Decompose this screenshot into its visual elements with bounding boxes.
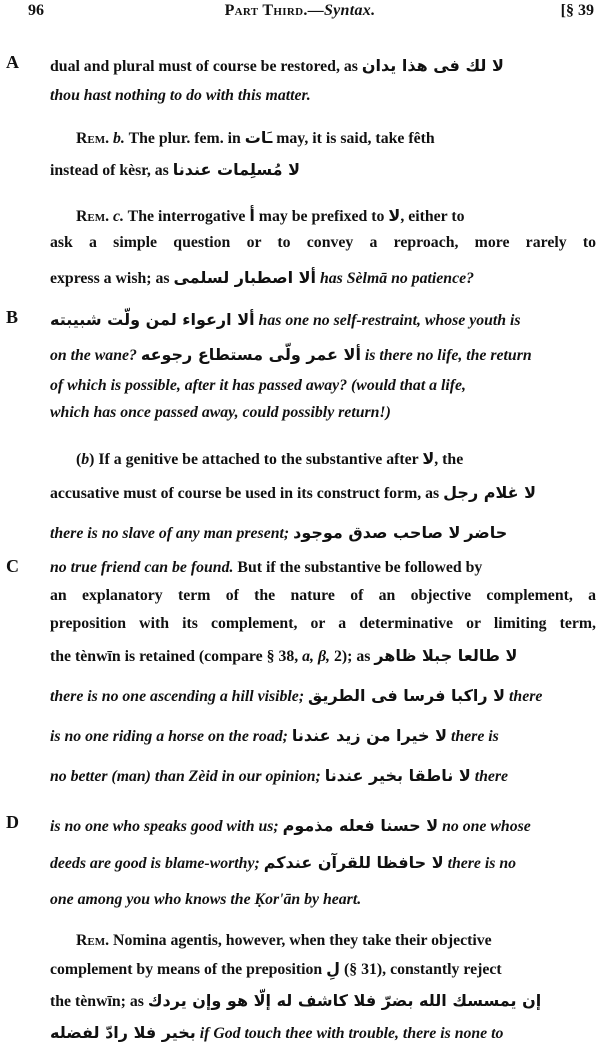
text-line: deeds are good is blame-worthy; لا حافظا للقرآن عندكم there is no [50, 853, 517, 872]
text-line: complement by means of the preposition لِ (§ 31), constantly reject [50, 959, 502, 978]
arabic-text: لا [422, 449, 435, 468]
arabic-text: لا ناطقا بخير عندنا [324, 766, 471, 785]
text-line: Rem. b. The plur. fem. in ـَات may, it is said, take fêth [76, 128, 435, 147]
margin-letter-c: C [6, 556, 19, 576]
text-line: (b) If a genitive be attached to the substantive after لا, the [76, 449, 464, 468]
text-line: ask a simple question or to convey a reproach, more rarely to [50, 234, 596, 251]
arabic-text: ألا عمر ولّى مستطاع رجوعه [140, 345, 361, 364]
text-line: preposition with its complement, or a determinative or limiting term, [50, 615, 596, 632]
text-line: ألا ارعواء لمن ولّت شبيبته has one no self-restraint, whose youth is [50, 310, 521, 329]
page-header [0, 2, 600, 24]
text-line: is no one who speaks good with us; لا حسنا فعله مذموم no one whose [50, 816, 531, 835]
arabic-text: ألا ارعواء لمن ولّت شبيبته [50, 310, 255, 329]
text-line: the tènwīn; as إن يمسسك الله بضرّ فلا كاشف له إلّا هو وإن يردك [50, 991, 542, 1010]
text-line: is no one riding a horse on the road; لا خيرا من زيد عندنا there is [50, 726, 499, 745]
margin-letter-b: B [6, 307, 19, 327]
running-title-section: Syntax. [323, 2, 376, 19]
arabic-text: لا مُسلِمات عندنا [172, 160, 301, 179]
running-title [0, 2, 600, 20]
margin-letter-a: A [6, 52, 19, 72]
text-line: instead of kèsr, as لا مُسلِمات عندنا [50, 160, 301, 179]
text-line: express a wish; as ألا اصطبار لسلمى has Sèlmā no patience? [50, 268, 475, 287]
arabic-text: لا [388, 206, 401, 225]
arabic-text: ألا اصطبار لسلمى [173, 268, 317, 287]
arabic-text: لا خيرا من زيد عندنا [291, 726, 448, 745]
margin-letter-d: D [6, 812, 19, 832]
arabic-text: لا غلام رجل [443, 483, 537, 502]
text-line: بخير فلا رادّ لفضله if God touch thee with trouble, there is none to [50, 1023, 504, 1042]
arabic-text: لا طالعا جبلا ظاهر [374, 646, 518, 665]
text-line: Rem. Nomina agentis, however, when they take their objective [76, 932, 492, 949]
arabic-text: بخير فلا رادّ لفضله [50, 1023, 196, 1042]
text-line: which has once passed away, could possibly return!) [50, 404, 391, 421]
text-line: accusative must of course be used in its construct form, as لا غلام رجل [50, 483, 537, 502]
section-number: [§ 39 [560, 2, 594, 19]
text-line: Rem. c. The interrogative أ may be prefixed to لا, either to [76, 206, 465, 225]
arabic-text: لا لك فى هذا يدان [361, 56, 504, 75]
arabic-text: إن يمسسك الله بضرّ فلا كاشف له إلّا هو وإن يردك [147, 991, 542, 1010]
page-number: 96 [28, 2, 44, 19]
text-line: of which is possible, after it has passed away? (would that a life, [50, 377, 467, 394]
arabic-text: ـَات [244, 128, 273, 147]
text-line: there is no one ascending a hill visible; لا راكبا فرسا فى الطريق there [50, 686, 543, 705]
text-line: thou hast nothing to do with this matter. [50, 87, 311, 104]
running-title-part: Part Third.— [224, 2, 324, 19]
arabic-text: لا حافظا للقرآن عندكم [263, 853, 444, 872]
text-line: on the wane? ألا عمر ولّى مستطاع رجوعه is there no life, the return [50, 345, 532, 364]
arabic-text: لا صاحب صدق موجود [293, 523, 461, 542]
text-line: one among you who knows the Ḳor'ān by heart. [50, 891, 362, 908]
arabic-text: حاضر [464, 523, 508, 542]
text-line: no better (man) than Zèid in our opinion; لا ناطقا بخير عندنا there [50, 766, 509, 785]
arabic-text: لا راكبا فرسا فى الطريق [308, 686, 506, 705]
text-line: no true friend can be found. But if the substantive be followed by [50, 559, 483, 576]
text-line: there is no slave of any man present; لا صاحب صدق موجود حاضر [50, 523, 508, 542]
text-line: an explanatory term of the nature of an objective complement, a [50, 587, 596, 604]
text-line: the tènwīn is retained (compare § 38, a, β, 2); as لا طالعا جبلا ظاهر [50, 646, 518, 665]
arabic-text: أ [249, 206, 255, 225]
text-line: dual and plural must of course be restored, as لا لك فى هذا يدان [50, 56, 504, 75]
arabic-text: لا حسنا فعله مذموم [282, 816, 439, 835]
arabic-text: لِ [326, 959, 341, 978]
